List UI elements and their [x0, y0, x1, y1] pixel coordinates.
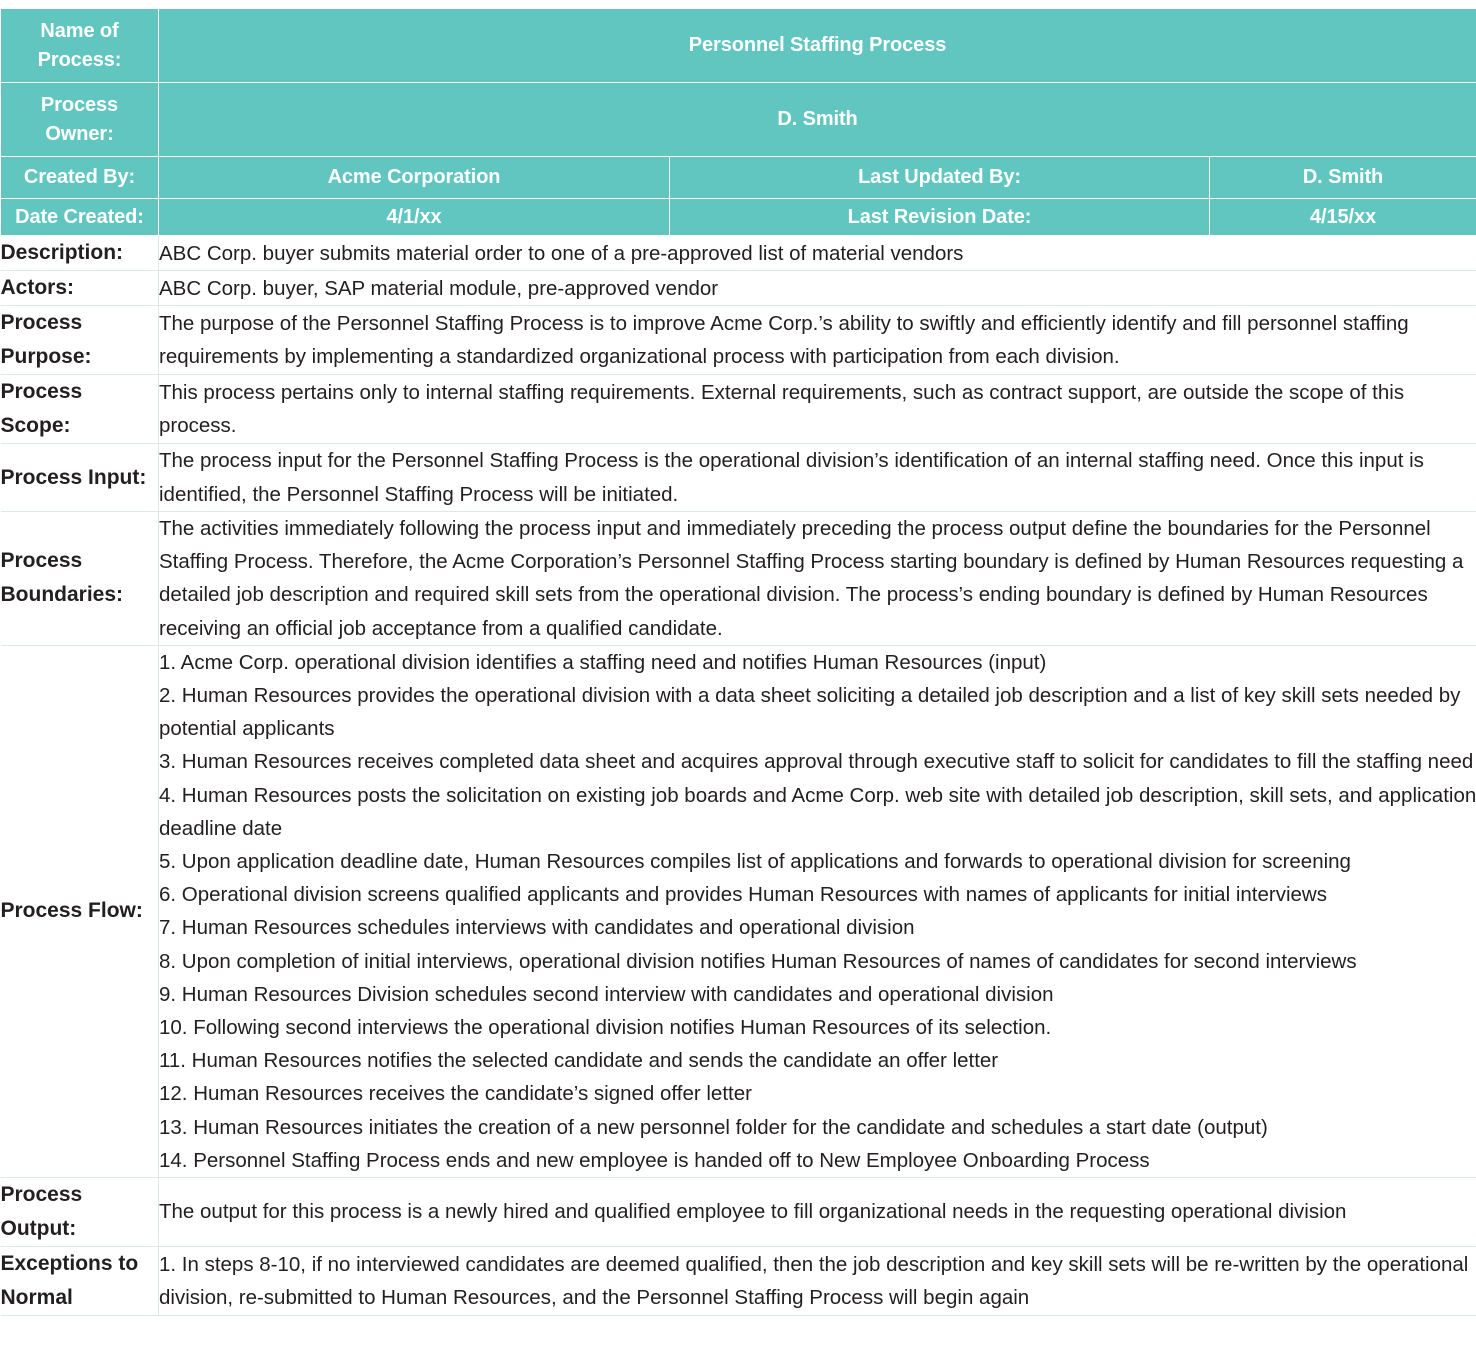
process-flow-step: 5. Upon application deadline date, Human Resources compiles list of applications and forwards to operational division for screening — [159, 849, 1351, 873]
row-label-process-flow: Process Flow: — [1, 645, 159, 1177]
process-flow-step-list — [159, 646, 1476, 1177]
process-output-value: The output for this process is a newly hired and qualified employee to fill organizational needs in the requesting operational division — [159, 1177, 1476, 1246]
process-purpose-value: The purpose of the Personnel Staffing Process is to improve Acme Corp.’s ability to swiftly and efficiently identify and fill personnel staffing requirements by implementing a standardized organizational process with participation from each division. — [159, 306, 1476, 375]
table-row-process-flow — [1, 645, 1476, 1177]
row-label-process-scope: Process Scope: — [1, 375, 159, 444]
row-label-process-owner — [1, 83, 159, 157]
row-label-date-created: Date Created: — [1, 199, 159, 236]
row-label-name-of-process — [1, 9, 159, 83]
exceptions-value: 1. In steps 8-10, if no interviewed candidates are deemed qualified, then the job description and key skill sets will be re-written by the operational division, re-submitted to Human Resources, and the Personnel Staffing Process will begin again — [159, 1246, 1476, 1315]
created-by-value: Acme Corporation — [159, 157, 670, 199]
table-row-created-by — [1, 157, 1476, 199]
process-flow-step: 6. Operational division screens qualified applicants and provides Human Resources with names of applicants for initial interviews — [159, 883, 1327, 907]
actors-value: ABC Corp. buyer, SAP material module, pre-approved vendor — [159, 271, 1476, 306]
label-line-1: Name of — [40, 20, 119, 43]
label-line-2: Normal — [0, 1286, 73, 1309]
table-row-process-output — [1, 1177, 1476, 1246]
process-owner-value: D. Smith — [159, 83, 1476, 157]
table-row-actors — [1, 271, 1476, 306]
process-flow-step: 10. Following second interviews the operational division notifies Human Resources of its selection. — [159, 1015, 1052, 1039]
label-line-1: Exceptions to — [0, 1251, 139, 1275]
process-flow-value — [159, 645, 1476, 1177]
table-row-process-owner — [1, 83, 1476, 157]
date-created-value: 4/1/xx — [159, 199, 670, 236]
process-flow-step: 12. Human Resources receives the candidate’s signed offer letter — [159, 1082, 752, 1106]
row-label-created-by: Created By: — [1, 157, 159, 199]
table-row-process-scope — [1, 375, 1476, 444]
label-line-1: Process — [0, 549, 83, 573]
table-row-exceptions — [1, 1246, 1476, 1315]
row-label-process-boundaries — [1, 511, 159, 645]
process-flow-step: 8. Upon completion of initial interviews, operational division notifies Human Resources of names of candidates for second interviews — [159, 949, 1357, 973]
last-revision-date-value: 4/15/xx — [1210, 199, 1476, 236]
row-label-actors: Actors: — [1, 271, 159, 306]
row-label-last-revision-date: Last Revision Date: — [670, 199, 1210, 236]
process-flow-step: 4. Human Resources posts the solicitation on existing job boards and Acme Corp. web site with detailed job description, skill sets, and application deadline date — [159, 783, 1476, 840]
table-row-date-created — [1, 199, 1476, 236]
label-line-1: Process — [0, 1182, 83, 1206]
table-row-process-input — [1, 444, 1476, 511]
label-line-1: Process — [40, 94, 119, 117]
label-line-2: Purpose: — [0, 345, 92, 369]
process-scope-value: This process pertains only to internal staffing requirements. External requirements, such as contract support, are outside the scope of this process. — [159, 375, 1476, 444]
process-flow-step: 2. Human Resources provides the operational division with a data sheet soliciting a detailed job description and a list of key skill sets needed by potential applicants — [159, 683, 1461, 741]
process-flow-step: 7. Human Resources schedules interviews with candidates and operational division — [159, 916, 915, 940]
table-row-name-of-process — [1, 9, 1476, 83]
row-label-description: Description: — [1, 236, 159, 271]
process-flow-step: 13. Human Resources initiates the creation of a new personnel folder for the candidate and schedules a start date (output) — [159, 1115, 1268, 1139]
row-label-process-input: Process Input: — [1, 444, 159, 511]
description-value: ABC Corp. buyer submits material order to one of a pre-approved list of material vendors — [159, 236, 1476, 271]
label-line-2: Output: — [0, 1216, 77, 1240]
label-line-2: Process: — [37, 48, 122, 71]
row-label-process-output — [1, 1177, 159, 1246]
process-flow-step: 1. Acme Corp. operational division identifies a staffing need and notifies Human Resources (input) — [159, 650, 1047, 674]
process-flow-step: 14. Personnel Staffing Process ends and new employee is handed off to New Employee Onboarding Process — [159, 1148, 1150, 1172]
process-boundaries-value: The activities immediately following the process input and immediately preceding the process output define the boundaries for the Personnel Staffing Process. Therefore, the Acme Corporation’s Personnel Staffing Process starting boundary is defined by Human Resources requesting a detailed job description and required skill sets from the operational division. The process’s ending boundary is defined by Human Resources receiving an official job acceptance from a qualified candidate. — [159, 511, 1476, 645]
row-label-last-updated-by: Last Updated By: — [670, 157, 1210, 199]
last-updated-by-value: D. Smith — [1210, 157, 1476, 199]
label-line-2: Boundaries: — [0, 583, 124, 607]
process-flow-step: 11. Human Resources notifies the selected candidate and sends the candidate an offer letter — [159, 1049, 999, 1073]
row-label-process-purpose — [1, 306, 159, 375]
process-flow-step: 9. Human Resources Division schedules second interview with candidates and operational division — [159, 982, 1054, 1006]
table-row-process-boundaries — [1, 511, 1476, 645]
process-name-value: Personnel Staffing Process — [159, 9, 1476, 83]
process-flow-step: 3. Human Resources receives completed data sheet and acquires approval through executive staff to solicit for candidates to fill the staffing need — [159, 750, 1474, 774]
process-input-value: The process input for the Personnel Staffing Process is the operational division’s identification of an internal staffing need. Once this input is identified, the Personnel Staffing Process will be initiated. — [159, 444, 1476, 511]
table-row-description — [1, 236, 1476, 271]
process-definition-table — [0, 8, 1476, 1316]
table-row-process-purpose — [1, 306, 1476, 375]
row-label-exceptions — [1, 1246, 159, 1315]
label-line-2: Owner: — [45, 122, 114, 145]
label-line-1: Process — [0, 311, 83, 335]
